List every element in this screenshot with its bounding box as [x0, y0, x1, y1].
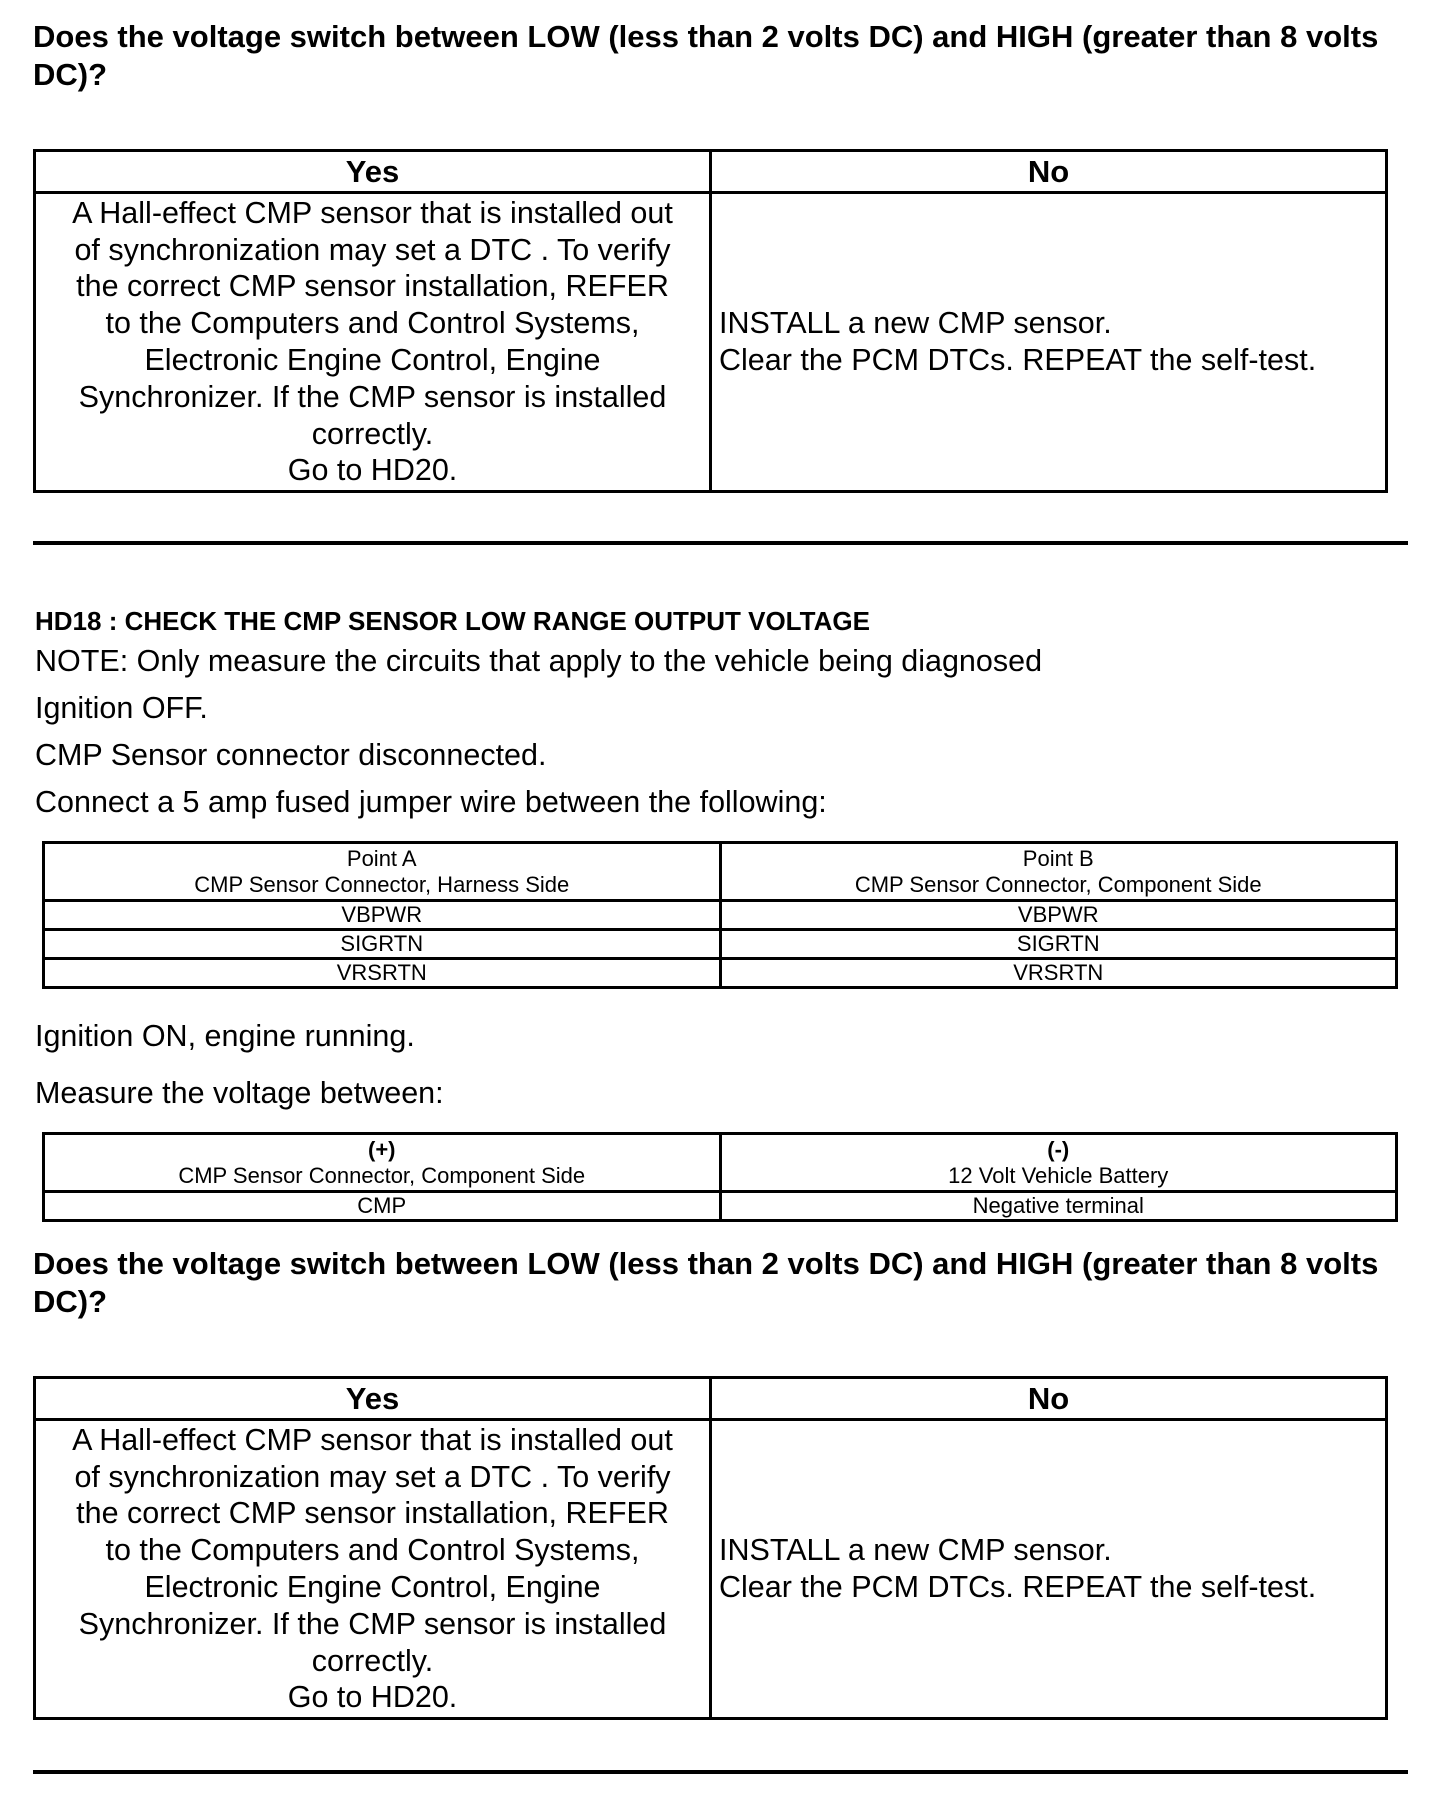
negative-title: (-): [1047, 1136, 1070, 1162]
point-a-value: VRSRTN: [44, 959, 721, 988]
point-b-value: VBPWR: [720, 901, 1397, 930]
yes-line: A Hall-effect CMP sensor that is installed out: [72, 1422, 673, 1457]
step-jumper: Connect a 5 amp fused jumper wire between the following:: [35, 785, 827, 819]
question-1: Does the voltage switch between LOW (less than 2 volts DC) and HIGH (greater than 8 volts DC)?: [33, 19, 1379, 92]
step-ignition-on: Ignition ON, engine running.: [35, 1019, 415, 1053]
yes-go-to-link[interactable]: Go to HD20.: [287, 1680, 458, 1715]
negative-value: Negative terminal: [720, 1192, 1397, 1221]
section-divider: [33, 541, 1408, 545]
point-b-subtitle: CMP Sensor Connector, Component Side: [854, 871, 1262, 897]
yes-line: A Hall-effect CMP sensor that is installed out: [72, 195, 673, 230]
no-cell: [711, 1420, 1387, 1719]
yes-line: Synchronizer. If the CMP sensor is installed: [78, 1606, 667, 1641]
table-row: [44, 930, 1397, 959]
positive-subtitle: CMP Sensor Connector, Component Side: [178, 1162, 586, 1188]
decision-table-1: [33, 149, 1388, 493]
yes-line: Synchronizer. If the CMP sensor is installed: [78, 379, 667, 414]
yes-line: of synchronization may set a DTC . To verify: [74, 1459, 671, 1494]
yes-line: Electronic Engine Control, Engine: [144, 343, 601, 377]
no-header: No: [711, 1378, 1387, 1420]
point-b-title: Point B: [1022, 845, 1094, 871]
col-point-b: [720, 843, 1397, 901]
table-row: [44, 959, 1397, 988]
step-title: HD18 : CHECK THE CMP SENSOR LOW RANGE OUTPUT VOLTAGE: [35, 606, 870, 636]
point-a-title: Point A: [346, 845, 417, 871]
no-line: INSTALL a new CMP sensor.: [719, 306, 1112, 341]
point-a-value: VBPWR: [44, 901, 721, 930]
question-2: Does the voltage switch between LOW (less than 2 volts DC) and HIGH (greater than 8 volts DC)?: [33, 1246, 1379, 1319]
yes-header: Yes: [35, 1378, 711, 1420]
no-header: No: [711, 151, 1387, 193]
table-row: [44, 901, 1397, 930]
yes-line: correctly.: [311, 416, 434, 451]
point-a-subtitle: CMP Sensor Connector, Harness Side: [194, 871, 570, 897]
section-divider: [33, 1770, 1408, 1774]
negative-subtitle: 12 Volt Vehicle Battery: [948, 1162, 1169, 1188]
col-negative: [720, 1134, 1397, 1192]
yes-line: Electronic Engine Control, Engine: [144, 1570, 601, 1604]
yes-line: to the Computers and Control Systems,: [105, 306, 640, 341]
no-line: Clear the PCM DTCs. REPEAT the self-test.: [719, 343, 1317, 377]
yes-line: to the Computers and Control Systems,: [105, 1533, 640, 1568]
yes-line: of synchronization may set a DTC . To verify: [74, 232, 671, 267]
yes-line: correctly.: [311, 1643, 434, 1678]
jumper-table: [42, 841, 1398, 989]
step-note: NOTE: Only measure the circuits that apply to the vehicle being diagnosed: [35, 644, 1043, 678]
step-ignition-off: Ignition OFF.: [35, 691, 208, 725]
point-b-value: SIGRTN: [720, 930, 1397, 959]
yes-header: Yes: [35, 151, 711, 193]
yes-cell: [35, 193, 711, 492]
step-measure: Measure the voltage between:: [35, 1076, 444, 1110]
measure-table: [42, 1132, 1398, 1222]
no-line: INSTALL a new CMP sensor.: [719, 1533, 1112, 1568]
table-row: [44, 1192, 1397, 1221]
yes-cell: [35, 1420, 711, 1719]
yes-line: the correct CMP sensor installation, REFER: [76, 269, 669, 304]
positive-title: (+): [368, 1136, 396, 1162]
point-a-value: SIGRTN: [44, 930, 721, 959]
positive-value: CMP: [44, 1192, 721, 1221]
no-line: Clear the PCM DTCs. REPEAT the self-test.: [719, 1570, 1317, 1604]
step-connector: CMP Sensor connector disconnected.: [35, 738, 547, 772]
point-b-value: VRSRTN: [720, 959, 1397, 988]
yes-go-to-link[interactable]: Go to HD20.: [287, 453, 458, 488]
decision-table-2: [33, 1376, 1388, 1720]
col-positive: [44, 1134, 721, 1192]
no-cell: [711, 193, 1387, 492]
col-point-a: [44, 843, 721, 901]
yes-line: the correct CMP sensor installation, REFER: [76, 1496, 669, 1531]
